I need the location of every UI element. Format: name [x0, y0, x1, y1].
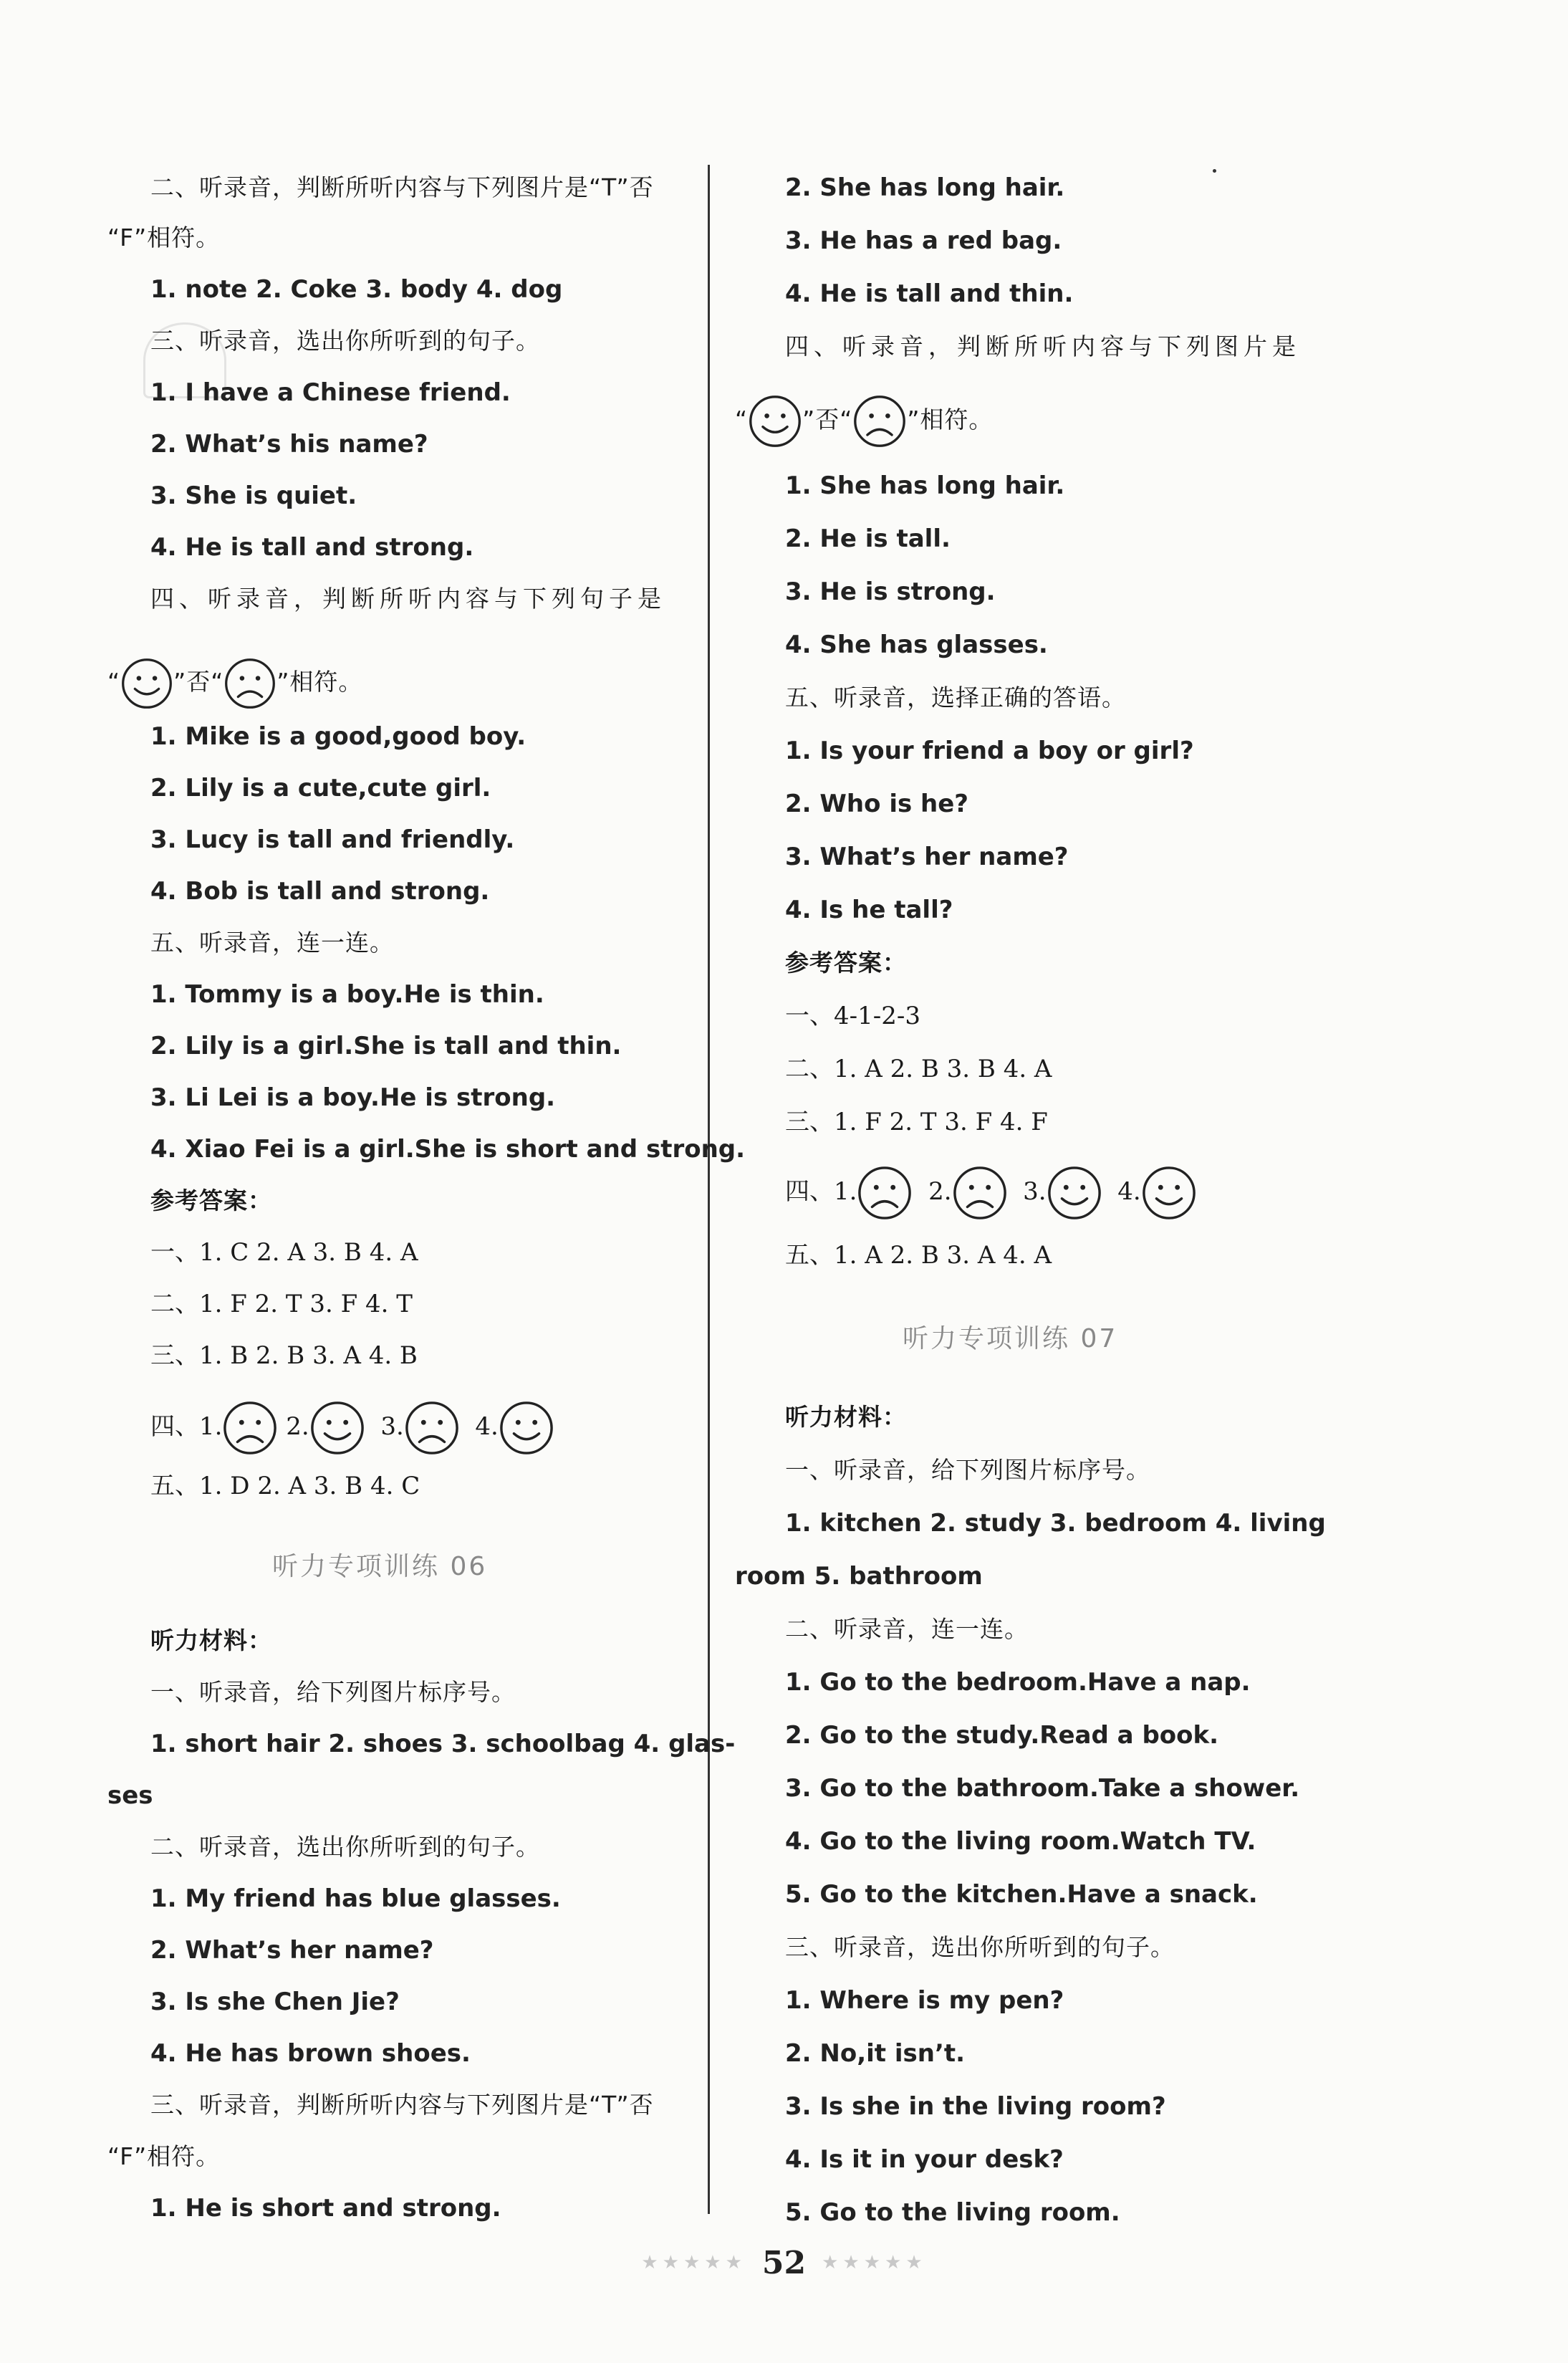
r-answer-row-3: 三、1. F 2. T 3. F 4. F — [785, 1108, 1048, 1136]
section-title-06: 听力专项训练 06 — [272, 1552, 488, 1581]
material-sentence-3: 3. Is she Chen Jie? — [150, 1988, 400, 2016]
r-question-1: 1. Is your friend a boy or girl? — [785, 737, 1194, 765]
material-heading: 听力材料： — [150, 1626, 272, 1654]
footer-stars-left: ★★★★★ — [641, 2252, 746, 2273]
r-material-heading: 听力材料： — [785, 1403, 907, 1431]
smile-face-icon — [1047, 1165, 1102, 1221]
material-sentence-5: 1. He is short and strong. — [150, 2194, 501, 2223]
sad-face-icon — [857, 1165, 913, 1221]
r-material-sentence-7: 2. No,it isn’t. — [785, 2039, 966, 2068]
r-answer-row-2: 二、1. A 2. B 3. B 4. A — [785, 1055, 1052, 1083]
material-word-list: 1. short hair 2. shoes 3. schoolbag 4. glas- — [150, 1730, 736, 1758]
r-answer-row-1: 一、4-1-2-3 — [785, 1002, 920, 1030]
r-material-sentence-4: 4. Go to the living room.Watch TV. — [785, 1827, 1256, 1856]
ink-dot — [1213, 169, 1216, 173]
sentence-8: 4. Bob is tall and strong. — [150, 877, 490, 906]
r-material-sentence-2: 2. Go to the study.Read a book. — [785, 1721, 1219, 1750]
section-2-instruction: 二、听录音，判断所听内容与下列图片是“T”否 — [150, 173, 654, 201]
r-sentence-1: 2. She has long hair. — [785, 173, 1065, 202]
answer-key-heading: 参考答案： — [150, 1187, 272, 1214]
r-material-sentence-3: 3. Go to the bathroom.Take a shower. — [785, 1774, 1300, 1803]
answer-row-3: 三、1. B 2. B 3. A 4. B — [150, 1341, 418, 1370]
r-sentence-4: 1. She has long hair. — [785, 471, 1065, 500]
r-material-sentence-1: 1. Go to the bedroom.Have a nap. — [785, 1668, 1251, 1697]
r-sentence-5: 2. He is tall. — [785, 524, 951, 553]
smile-face-icon — [309, 1400, 365, 1456]
r-question-2: 2. Who is he? — [785, 790, 969, 818]
material-sentence-1: 1. My friend has blue glasses. — [150, 1884, 561, 1913]
answer-row-4: 四、1. 2. 3. 4. — [150, 1397, 554, 1456]
face-legend: “ ”否“ ”相符。 — [107, 653, 362, 711]
page-number: 52 — [761, 2244, 807, 2281]
sentence-11: 3. Li Lei is a boy.He is strong. — [150, 1083, 556, 1112]
sentence-1: 1. I have a Chinese friend. — [150, 378, 511, 407]
sentence-4: 4. He is tall and strong. — [150, 533, 474, 562]
r-section-5-instruction: 五、听录音，选择正确的答语。 — [785, 684, 1126, 711]
material-sentence-2: 2. What’s her name? — [150, 1936, 434, 1965]
material-1-instruction: 一、听录音，给下列图片标序号。 — [150, 1678, 516, 1706]
word-list: 1. note 2. Coke 3. body 4. dog — [150, 275, 563, 304]
r-sentence-2: 3. He has a red bag. — [785, 226, 1062, 255]
sentence-5: 1. Mike is a good,good boy. — [150, 722, 526, 751]
smile-face-icon — [748, 394, 802, 449]
r-sentence-7: 4. She has glasses. — [785, 631, 1048, 659]
sentence-7: 3. Lucy is tall and friendly. — [150, 825, 515, 854]
section-4-instruction: 四、听录音，判断所听内容与下列句子是 — [150, 585, 666, 613]
r-material-sentence-8: 3. Is she in the living room? — [785, 2092, 1166, 2121]
r-material-word-list: 1. kitchen 2. study 3. bedroom 4. living — [785, 1509, 1326, 1538]
sentence-6: 2. Lily is a cute,cute girl. — [150, 774, 491, 802]
r-material-sentence-9: 4. Is it in your desk? — [785, 2145, 1064, 2174]
r-material-2-instruction: 二、听录音，连一连。 — [785, 1615, 1029, 1643]
page-footer — [0, 2243, 1568, 2281]
sentence-10: 2. Lily is a girl.She is tall and thin. — [150, 1032, 622, 1060]
sentence-2: 2. What’s his name? — [150, 430, 428, 459]
r-question-4: 4. Is he tall? — [785, 896, 953, 924]
sad-face-icon — [222, 1400, 278, 1456]
r-answer-key-heading: 参考答案： — [785, 949, 907, 977]
sentence-3: 3. She is quiet. — [150, 481, 357, 510]
r-sentence-6: 3. He is strong. — [785, 577, 996, 606]
r-question-3: 3. What’s her name? — [785, 843, 1069, 871]
sad-face-icon — [404, 1400, 460, 1456]
answer-row-1: 一、1. C 2. A 3. B 4. A — [150, 1238, 418, 1267]
sad-face-icon — [852, 394, 907, 449]
sad-face-icon — [223, 657, 276, 710]
r-material-sentence-5: 5. Go to the kitchen.Have a snack. — [785, 1880, 1258, 1909]
section-title-07: 听力专项训练 07 — [903, 1324, 1118, 1353]
footer-stars-right: ★★★★★ — [822, 2252, 927, 2273]
sentence-9: 1. Tommy is a boy.He is thin. — [150, 980, 544, 1009]
answer-row-5: 五、1. D 2. A 3. B 4. C — [150, 1472, 420, 1500]
r-material-sentence-10: 5. Go to the living room. — [785, 2198, 1120, 2227]
section-5-instruction: 五、听录音，连一连。 — [150, 929, 394, 957]
smile-face-icon — [120, 657, 173, 710]
material-3-instruction: 三、听录音，判断所听内容与下列图片是“T”否 — [150, 2091, 654, 2119]
sad-face-icon — [952, 1165, 1008, 1221]
sentence-12: 4. Xiao Fei is a girl.She is short and strong. — [150, 1135, 746, 1164]
r-answer-row-5: 五、1. A 2. B 3. A 4. A — [785, 1241, 1052, 1270]
r-answer-row-4: 四、1. 2. 3. 4. — [785, 1159, 1197, 1224]
r-material-sentence-6: 1. Where is my pen? — [785, 1986, 1064, 2015]
r-section-4-instruction: 四、听录音，判断所听内容与下列图片是 — [785, 332, 1301, 360]
section-3-instruction: 三、听录音，选出你所听到的句子。 — [150, 327, 540, 355]
smile-face-icon — [1141, 1165, 1197, 1221]
material-sentence-4: 4. He has brown shoes. — [150, 2039, 471, 2068]
material-3-instruction-cont: “F”相符。 — [107, 2142, 221, 2170]
material-2-instruction: 二、听录音，选出你所听到的句子。 — [150, 1833, 540, 1861]
answer-row-2: 二、1. F 2. T 3. F 4. T — [150, 1290, 413, 1318]
material-word-list-cont: ses — [107, 1781, 153, 1810]
section-2-instruction-cont: “F”相符。 — [107, 224, 221, 251]
r-material-word-list-cont: room 5. bathroom — [735, 1562, 983, 1591]
r-sentence-3: 4. He is tall and thin. — [785, 279, 1074, 308]
r-material-1-instruction: 一、听录音，给下列图片标序号。 — [785, 1456, 1150, 1484]
column-divider — [708, 165, 710, 2214]
smile-face-icon — [499, 1400, 554, 1456]
r-face-legend: “ ”否“ ”相符。 — [735, 391, 993, 449]
r-material-3-instruction: 三、听录音，选出你所听到的句子。 — [785, 1933, 1175, 1961]
